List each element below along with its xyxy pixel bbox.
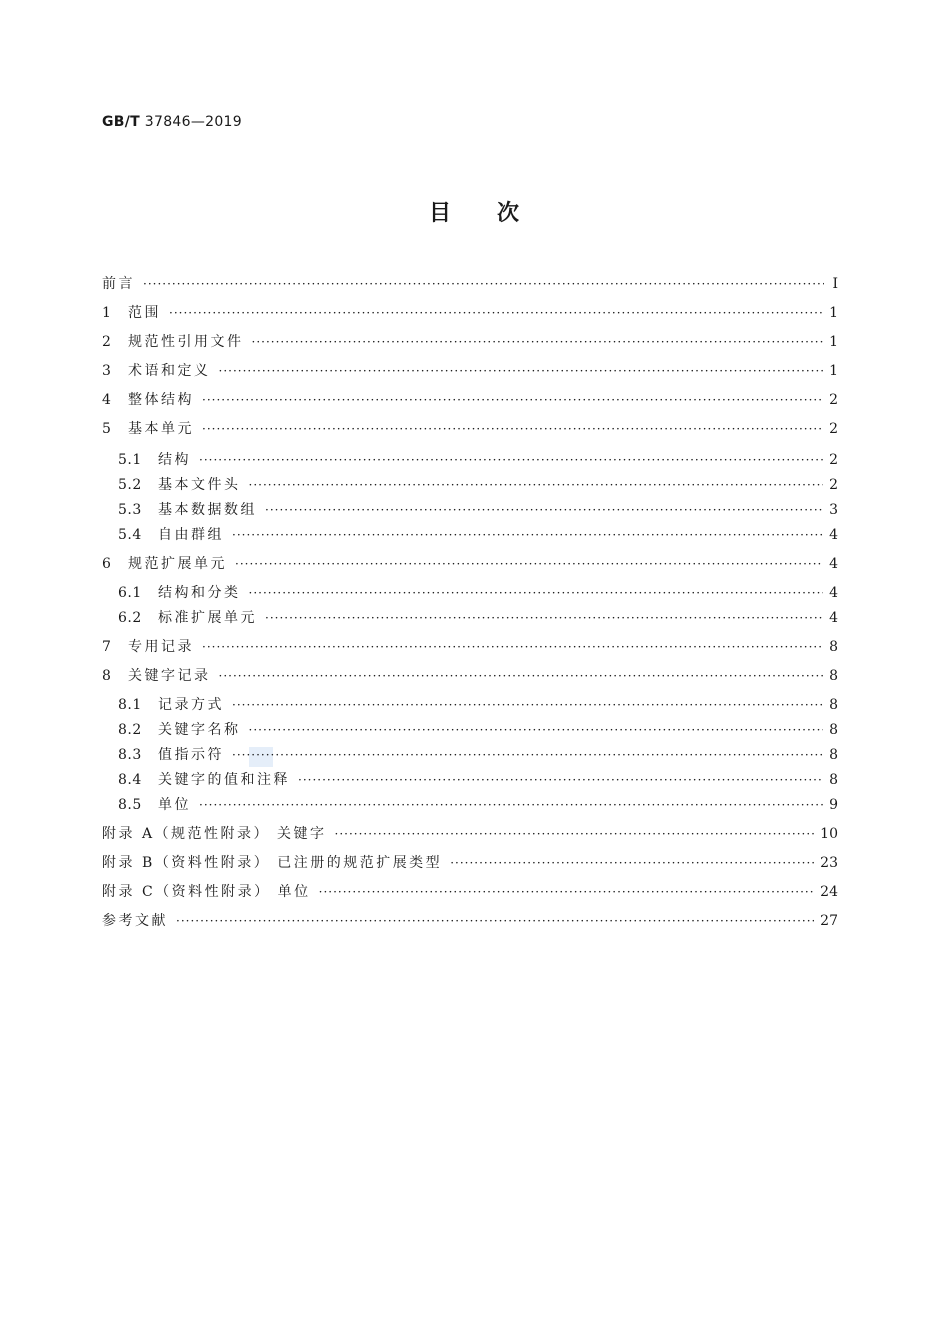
toc-entry[interactable] — [118, 743, 838, 767]
toc-entry[interactable] — [118, 793, 838, 817]
toc-entry-page: 4 — [829, 585, 838, 601]
toc-entry-number: 8.3 — [118, 747, 142, 763]
toc-entry-page: 1 — [829, 334, 838, 350]
toc-entry-label: 参考文献 — [102, 913, 168, 929]
toc-entry-label: 记录方式 — [158, 697, 224, 713]
toc-dot-leader — [202, 388, 823, 412]
toc-dot-leader — [219, 664, 824, 688]
toc-dot-leader — [265, 606, 823, 630]
toc-entry-label: 前言 — [102, 276, 135, 292]
toc-entry[interactable] — [118, 498, 838, 522]
toc-entry[interactable] — [118, 473, 838, 497]
toc-entry-label: 附录 A（规范性附录） 关键字 — [102, 826, 327, 842]
toc-entry-label: 值指示符 — [158, 747, 224, 763]
toc-dot-leader — [199, 448, 823, 472]
toc-entry[interactable] — [102, 822, 838, 846]
toc-dot-leader — [232, 523, 823, 547]
toc-dot-leader — [252, 330, 824, 354]
toc-entry-label: 基本单元 — [128, 421, 194, 437]
toc-entry-page: 4 — [829, 527, 838, 543]
toc-entry-number: 8.2 — [118, 722, 142, 738]
toc-dot-leader — [169, 301, 823, 325]
toc-entry-page: 8 — [829, 697, 838, 713]
toc-entry-number: 5.4 — [118, 527, 142, 543]
toc-dot-leader — [202, 635, 823, 659]
toc-entry-number: 6 — [102, 556, 112, 572]
toc-entry-label: 基本文件头 — [158, 477, 241, 493]
toc-entry-page: 10 — [820, 826, 838, 842]
toc-entry-page: 23 — [820, 855, 838, 871]
toc-entry[interactable] — [102, 388, 838, 412]
toc-title-char-2: 次 — [497, 201, 522, 226]
toc-entry[interactable] — [102, 664, 838, 688]
toc-dot-leader — [143, 272, 824, 296]
toc-entry-number: 8 — [102, 668, 112, 684]
toc-entry[interactable] — [102, 272, 838, 296]
toc-entry-label: 关键字名称 — [158, 722, 241, 738]
toc-entry-label: 关键字的值和注释 — [158, 772, 290, 788]
toc-dot-leader — [202, 417, 823, 441]
toc-entry[interactable] — [118, 523, 838, 547]
toc-dot-leader — [219, 359, 824, 383]
toc-entry[interactable] — [118, 448, 838, 472]
toc-entry-page: 8 — [829, 772, 838, 788]
toc-entry-number: 5.3 — [118, 502, 142, 518]
toc-entry-page: 4 — [829, 556, 838, 572]
toc-entry-label: 附录 C（资料性附录） 单位 — [102, 884, 311, 900]
toc-entry-number: 2 — [102, 334, 112, 350]
toc-entry[interactable] — [102, 301, 838, 325]
toc-entry[interactable] — [102, 909, 838, 933]
toc-title — [0, 196, 950, 227]
toc-entry[interactable] — [102, 359, 838, 383]
toc-entry-page: 3 — [829, 502, 838, 518]
toc-entry-label: 结构 — [158, 452, 191, 468]
toc-dot-leader — [450, 851, 814, 875]
toc-entry-page: 1 — [829, 305, 838, 321]
toc-entry[interactable] — [102, 880, 838, 904]
toc-entry[interactable] — [102, 552, 838, 576]
toc-dot-leader — [232, 743, 823, 767]
toc-entry-label: 关键字记录 — [128, 668, 211, 684]
toc-entry-page: 8 — [829, 722, 838, 738]
toc-entry-label: 整体结构 — [128, 392, 194, 408]
toc-entry[interactable] — [118, 581, 838, 605]
toc-entry[interactable] — [102, 635, 838, 659]
toc-entry[interactable] — [118, 693, 838, 717]
toc-dot-leader — [176, 909, 814, 933]
toc-entry-page: 27 — [820, 913, 838, 929]
toc-entry-page: 24 — [820, 884, 838, 900]
toc-dot-leader — [249, 581, 824, 605]
toc-dot-leader — [249, 718, 824, 742]
toc-entry-label: 术语和定义 — [128, 363, 211, 379]
toc-entry-label: 结构和分类 — [158, 585, 241, 601]
toc-entry-page: 8 — [829, 668, 838, 684]
toc-entry-label: 自由群组 — [158, 527, 224, 543]
toc-entry-page: 9 — [829, 797, 838, 813]
toc-entry-page: 2 — [829, 421, 838, 437]
toc-entry-label: 范围 — [128, 305, 161, 321]
standard-header — [102, 114, 242, 130]
toc-entry[interactable] — [118, 768, 838, 792]
toc-entry-label: 规范性引用文件 — [128, 334, 244, 350]
standard-prefix: GB/T — [102, 114, 141, 130]
toc-entry-number: 8.5 — [118, 797, 142, 813]
toc-entry[interactable] — [102, 330, 838, 354]
toc-entry-number: 7 — [102, 639, 112, 655]
toc-entry-number: 5.2 — [118, 477, 142, 493]
toc-entry-label: 基本数据数组 — [158, 502, 257, 518]
toc-entry-page: 2 — [829, 477, 838, 493]
toc-dot-leader — [249, 473, 824, 497]
toc-entry-number: 8.1 — [118, 697, 142, 713]
toc-entry-label: 单位 — [158, 797, 191, 813]
toc-entry-label: 规范扩展单元 — [128, 556, 227, 572]
toc-entry-number: 5.1 — [118, 452, 142, 468]
toc-entry-number: 8.4 — [118, 772, 142, 788]
toc-entry-page: I — [832, 276, 838, 292]
toc-entry-label: 专用记录 — [128, 639, 194, 655]
toc-entry-number: 3 — [102, 363, 112, 379]
toc-entry[interactable] — [102, 417, 838, 441]
toc-entry-page: 8 — [829, 639, 838, 655]
toc-entry-label: 标准扩展单元 — [158, 610, 257, 626]
toc-dot-leader — [265, 498, 823, 522]
toc-entry-page: 2 — [829, 452, 838, 468]
toc-entry-number: 4 — [102, 392, 112, 408]
toc-entry[interactable] — [102, 851, 838, 875]
toc-dot-leader — [232, 693, 823, 717]
toc-entry-page: 1 — [829, 363, 838, 379]
toc-entry-number: 6.1 — [118, 585, 142, 601]
toc-title-char-1: 目 — [428, 201, 453, 226]
toc-entry-page: 4 — [829, 610, 838, 626]
toc-dot-leader — [335, 822, 815, 846]
toc-dot-leader — [199, 793, 823, 817]
toc-dot-leader — [319, 880, 815, 904]
toc-entry-page: 2 — [829, 392, 838, 408]
toc-entry[interactable] — [118, 606, 838, 630]
toc-entry-page: 8 — [829, 747, 838, 763]
toc-dot-leader — [298, 768, 823, 792]
toc-entry-number: 6.2 — [118, 610, 142, 626]
toc-entry[interactable] — [118, 718, 838, 742]
toc-entry-label: 附录 B（资料性附录） 已注册的规范扩展类型 — [102, 855, 443, 871]
toc-entry-number: 1 — [102, 305, 112, 321]
standard-number: 37846—2019 — [144, 114, 242, 130]
toc-dot-leader — [235, 552, 823, 576]
toc-entry-number: 5 — [102, 421, 112, 437]
